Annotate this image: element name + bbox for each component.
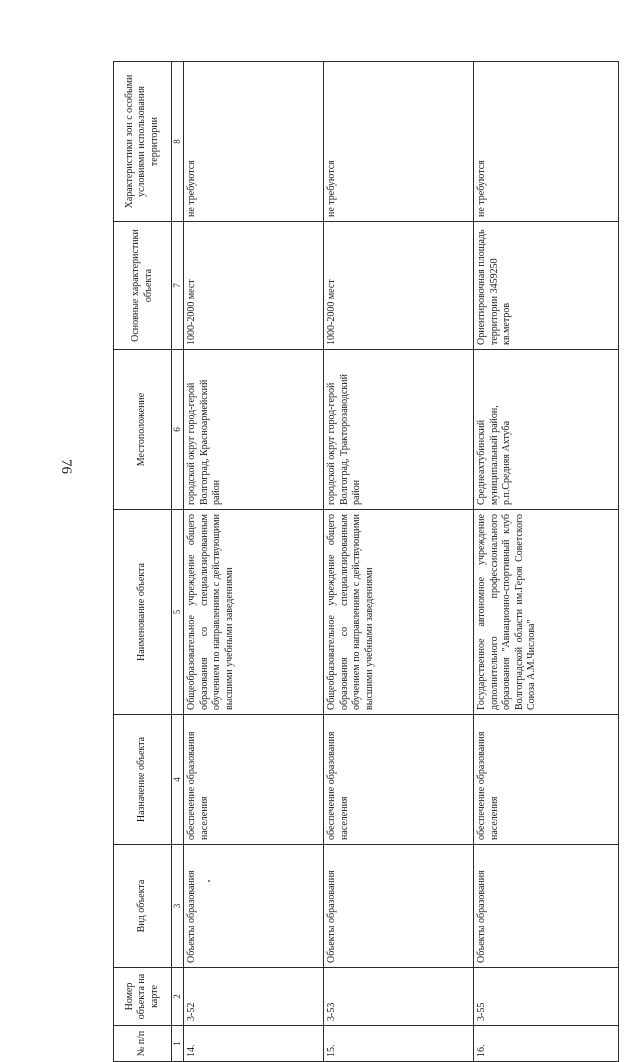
- column-number: 5: [172, 510, 184, 715]
- cell-zones: не требуются: [324, 62, 474, 222]
- cell-num: 14.: [184, 1026, 324, 1062]
- cell-map-number: 3-55: [474, 968, 619, 1026]
- cell-location: городской округ город-герой Волгоград, Красноармейский район: [184, 350, 324, 510]
- cell-num: 15.: [324, 1026, 474, 1062]
- column-number: 6: [172, 350, 184, 510]
- cell-characteristics: Ориентировочная площадь территории 3459250 кв.метров: [474, 222, 619, 350]
- table-row: [324, 62, 474, 1062]
- cell-purpose: обеспечение образования населения: [324, 715, 474, 845]
- header-cell-num: № п/п: [114, 1026, 172, 1062]
- column-number: 7: [172, 222, 184, 350]
- table-row: [184, 62, 324, 1062]
- cell-location: городской округ город-герой Волгоград, Тракторозаводский район: [324, 350, 474, 510]
- landscape-page: [113, 62, 618, 1062]
- cell-map-number: 3-52: [184, 968, 324, 1026]
- cell-name: Общеобразовательное учреждение общего образования со специализированным обучением по направлениям с действующими высшими учебными заведениями: [184, 510, 324, 715]
- cell-type: Объекты образования: [184, 845, 324, 968]
- header-row: [114, 62, 172, 1062]
- header-cell-type: Вид объекта: [114, 845, 172, 968]
- column-number: 3: [172, 845, 184, 968]
- cell-map-number: 3-53: [324, 968, 474, 1026]
- cell-location: Среднеахтубинский муниципальный район, р.п.Средняя Ахтуба: [474, 350, 619, 510]
- column-number: 8: [172, 62, 184, 222]
- cell-zones: не требуются: [474, 62, 619, 222]
- cell-name: Общеобразовательное учреждение общего образования со специализированным обучением по направлениям с действующими высшими учебными заведениями: [324, 510, 474, 715]
- cell-zones: не требуются: [184, 62, 324, 222]
- header-cell-location: Местоположение: [114, 350, 172, 510]
- cell-characteristics: 1000-2000 мест: [324, 222, 474, 350]
- cell-purpose: обеспечение образования населения: [184, 715, 324, 845]
- column-number: 4: [172, 715, 184, 845]
- header-cell-map-number: Номер объекта на карте: [114, 968, 172, 1026]
- scan-speck: [208, 880, 210, 882]
- table-row: [474, 62, 619, 1062]
- cell-purpose: обеспечение образования населения: [474, 715, 619, 845]
- header-cell-name: Наименование объекта: [114, 510, 172, 715]
- cell-characteristics: 1000-2000 мест: [184, 222, 324, 350]
- cell-type: Объекты образования: [324, 845, 474, 968]
- objects-table: [113, 61, 619, 1062]
- column-number: 2: [172, 968, 184, 1026]
- page-number: 76: [58, 459, 74, 474]
- cell-type: Объекты образования: [474, 845, 619, 968]
- cell-name: Государственное автономное учреждение дополнительного профессионального образования "Авиационно-спортивный клуб Волгоградской области им.Героя Советского Союза А.М.Числова": [474, 510, 619, 715]
- header-cell-purpose: Назначение объекта: [114, 715, 172, 845]
- header-cell-zones: Характеристики зон с особыми условиями использования территории: [114, 62, 172, 222]
- column-number-row: [172, 62, 184, 1062]
- header-cell-characteristics: Основные характеристики объекта: [114, 222, 172, 350]
- column-number: 1: [172, 1026, 184, 1062]
- cell-num: 16.: [474, 1026, 619, 1062]
